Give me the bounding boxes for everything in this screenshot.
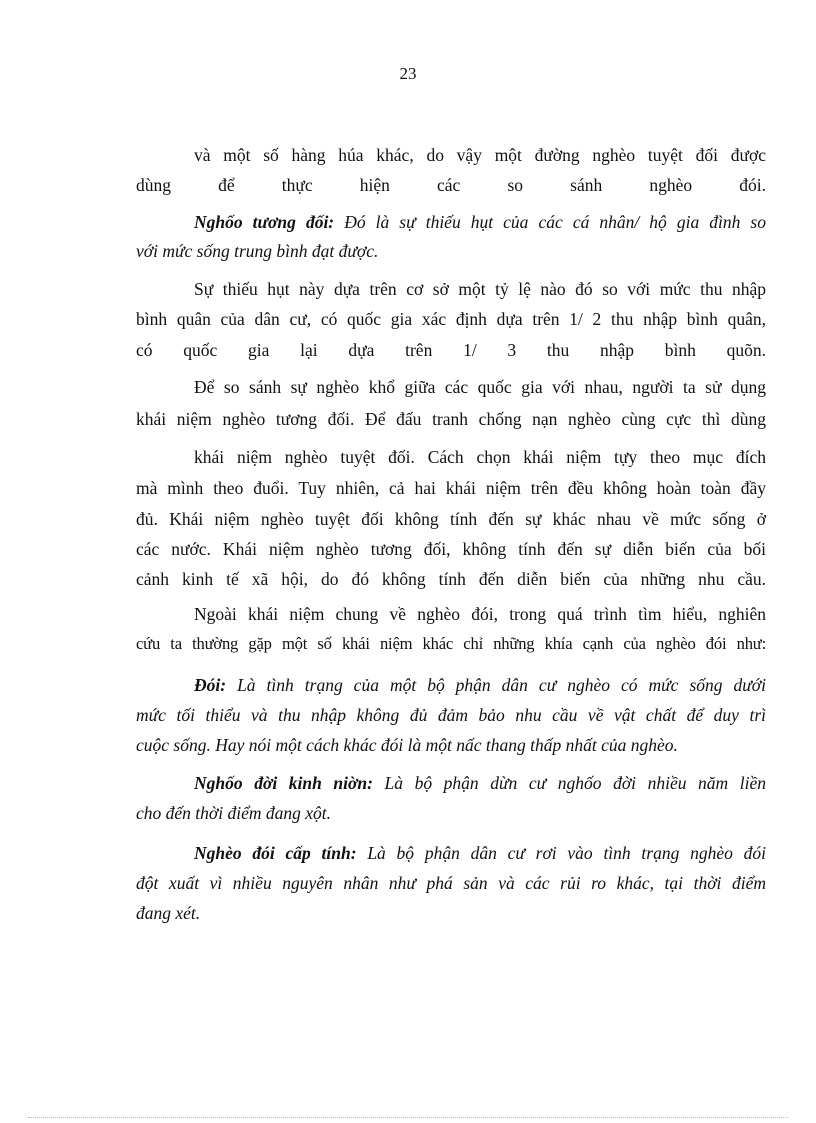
definition-line <box>194 674 766 696</box>
definition-text: Là bộ phận dân cư rơi vào tình trạng nghèo đói <box>356 843 766 863</box>
definition-text: Đó là sự thiếu hụt của các cá nhân/ hộ gia đình so <box>334 212 766 232</box>
body-line: cứu ta thường gặp một số khái niệm khác chỉ những khía cạnh của nghèo đói như: <box>136 634 766 653</box>
definition-text: Là bộ phận dừn cư nghốo đời nhiều năm liền <box>372 773 766 793</box>
footer-divider <box>28 1117 788 1118</box>
body-line: mà mình theo đuổi. Tuy nhiên, cả hai khái niệm trên đều không hoàn toàn đầy <box>136 478 766 498</box>
body-line: Để so sánh sự nghèo khổ giữa các quốc gia với nhau, người ta sử dụng <box>194 377 766 397</box>
body-line: có quốc gia lại dựa trên 1/ 3 thu nhập bình quõn. <box>136 340 766 360</box>
body-line: Sự thiếu hụt này dựa trên cơ sở một tỷ lệ nào đó so với mức thu nhập <box>194 279 766 299</box>
body-line: bình quân của dân cư, có quốc gia xác định dựa trên 1/ 2 thu nhập bình quân, <box>136 309 766 329</box>
definition-text: Là tình trạng của một bộ phận dân cư nghèo có mức sống dưới <box>226 675 766 695</box>
body-line: với mức sống trung bình đạt được. <box>136 241 379 261</box>
body-line: đủ. Khái niệm nghèo tuyệt đối không tính đến sự khác nhau về mức sống ở <box>136 509 766 529</box>
body-line: dùng để thực hiện các so sánh nghèo đói. <box>136 175 766 195</box>
definition-line <box>194 842 766 864</box>
body-line: cảnh kinh tế xã hội, do đó không tính đến diễn biến của những nhu cầu. <box>136 569 766 589</box>
term-hunger: Đói: <box>194 675 227 695</box>
body-line: mức tối thiểu và thu nhập không đủ đảm bảo nhu cầu về vật chất để duy trì <box>136 705 766 725</box>
definition-line <box>194 772 766 794</box>
page-number: 23 <box>399 64 417 83</box>
body-line: các nước. Khái niệm nghèo tương đối, không tính đến sự diễn biến của bối <box>136 539 766 559</box>
term-relative-poverty: Nghốo tương đối: <box>194 212 335 232</box>
body-line: cuộc sống. Hay nói một cách khác đói là một nấc thang thấp nhất của nghèo. <box>136 735 678 755</box>
term-acute-poverty: Nghèo đói cấp tính: <box>194 843 357 863</box>
term-chronic-poverty: Nghốo đời kinh niờn: <box>194 773 373 793</box>
body-line: cho đến thời điểm đang xột. <box>136 803 331 823</box>
body-line: đột xuất vì nhiều nguyên nhân như phá sản và các rủi ro khác, tại thời điểm <box>136 873 766 893</box>
body-line: đang xét. <box>136 903 201 923</box>
body-line: Ngoài khái niệm chung về nghèo đói, trong quá trình tìm hiểu, nghiên <box>194 604 766 624</box>
body-line: khái niệm nghèo tuyệt đối. Cách chọn khái niệm tựy theo mục đích <box>194 447 766 467</box>
body-line: khái niệm nghèo tương đối. Để đấu tranh chống nạn nghèo cùng cực thì dùng <box>136 409 766 429</box>
body-line: và một số hàng húa khác, do vậy một đường nghèo tuyệt đối được <box>194 145 766 165</box>
definition-line <box>194 211 766 233</box>
